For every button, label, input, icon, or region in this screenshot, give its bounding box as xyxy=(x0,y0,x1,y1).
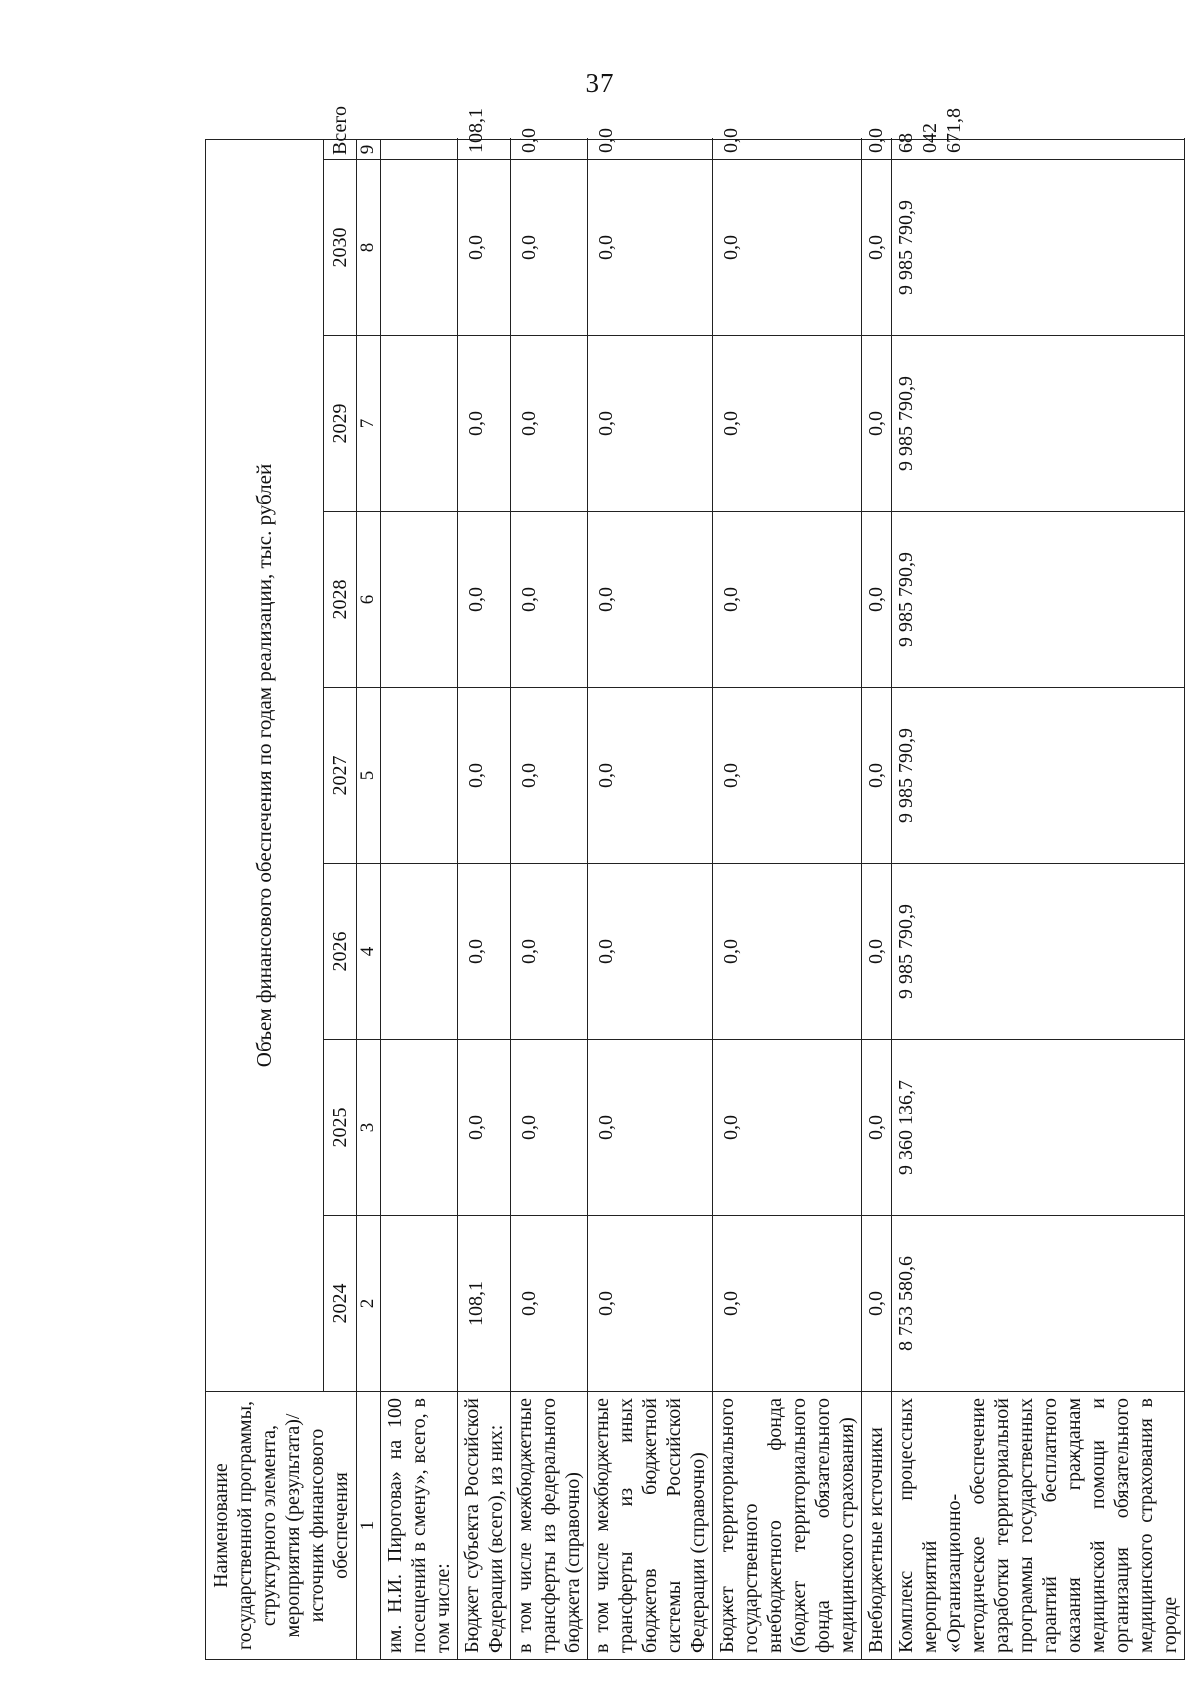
value-cell: 0,0 xyxy=(588,688,713,864)
value-cell: 9 985 790,9 xyxy=(892,864,1185,1040)
value-cell: 0,0 xyxy=(511,1040,588,1216)
value-cell: 0,0 xyxy=(458,336,511,512)
value-cell: 0,0 xyxy=(862,336,892,512)
page-number: 37 xyxy=(585,68,615,98)
value-cell: 0,0 xyxy=(713,336,862,512)
value-cell: 0,0 xyxy=(511,1216,588,1392)
value-cell: 108,1 xyxy=(458,139,511,159)
table-row xyxy=(381,139,458,1659)
value-cell: 0,0 xyxy=(458,688,511,864)
column-number: 5 xyxy=(357,688,381,864)
column-number: 8 xyxy=(357,160,381,336)
value-cell xyxy=(381,160,458,336)
value-cell: 9 985 790,9 xyxy=(892,336,1185,512)
value-cell: 0,0 xyxy=(511,864,588,1040)
financing-group-header: Объем финансового обеспечения по годам реализации, тыс. рублей xyxy=(206,139,324,1391)
value-cell xyxy=(381,1040,458,1216)
value-cell xyxy=(381,512,458,688)
column-number: 3 xyxy=(357,1040,381,1216)
year-header: 2028 xyxy=(323,512,356,688)
value-cell: 0,0 xyxy=(588,139,713,159)
value-cell: 0,0 xyxy=(588,864,713,1040)
value-cell xyxy=(381,688,458,864)
value-cell xyxy=(381,1216,458,1392)
column-number: 4 xyxy=(357,864,381,1040)
year-header: 2025 xyxy=(323,1040,356,1216)
value-cell: 9 360 136,7 xyxy=(892,1040,1185,1216)
value-cell: 0,0 xyxy=(511,336,588,512)
row-label: Бюджет территориального государственного внебюджетного фонда (бюджет территориального фонда обязательного медицинского страхования) xyxy=(713,1392,862,1660)
column-number: 6 xyxy=(357,512,381,688)
value-cell: 0,0 xyxy=(588,160,713,336)
row-label: Бюджет субъекта Российской Федерации (всего), из них: xyxy=(458,1392,511,1660)
row-label: им. Н.И. Пирогова» на 100 посещений в смену», всего, в том числе: xyxy=(381,1392,458,1660)
column-number: 1 xyxy=(357,1392,381,1660)
value-cell: 0,0 xyxy=(713,139,862,159)
year-header: 2030 xyxy=(323,160,356,336)
value-cell: 0,0 xyxy=(713,1040,862,1216)
value-cell xyxy=(381,139,458,159)
value-cell: 0,0 xyxy=(511,512,588,688)
table-row xyxy=(713,139,862,1659)
value-cell: 0,0 xyxy=(588,1040,713,1216)
column-number: 7 xyxy=(357,336,381,512)
value-cell: 0,0 xyxy=(511,688,588,864)
value-cell: 0,0 xyxy=(862,139,892,159)
column-number: 9 xyxy=(357,139,381,159)
value-cell: 0,0 xyxy=(458,864,511,1040)
value-cell xyxy=(381,864,458,1040)
value-cell: 0,0 xyxy=(458,160,511,336)
value-cell: 0,0 xyxy=(458,512,511,688)
table-row xyxy=(458,139,511,1659)
row-label: Комплекс процессных мероприятий «Организационно-методическое обеспечение разработки территориальной программы государственных гарантий бесплатного оказания гражданам медицинской помощи и организация обязательного медицинского страхования в городе xyxy=(892,1392,1185,1660)
value-cell: 0,0 xyxy=(713,1216,862,1392)
value-cell: 9 985 790,9 xyxy=(892,688,1185,864)
value-cell: 0,0 xyxy=(862,512,892,688)
table-row xyxy=(588,139,713,1659)
year-header: 2024 xyxy=(323,1216,356,1392)
year-header: 2029 xyxy=(323,336,356,512)
year-header: 2026 xyxy=(323,864,356,1040)
value-cell xyxy=(381,336,458,512)
value-cell: 0,0 xyxy=(862,688,892,864)
total-header: Всего xyxy=(323,139,356,159)
value-cell: 0,0 xyxy=(458,1040,511,1216)
financing-table xyxy=(205,105,1185,1660)
value-cell: 0,0 xyxy=(862,864,892,1040)
value-cell: 108,1 xyxy=(458,1216,511,1392)
table-row xyxy=(862,139,892,1659)
value-cell: 9 985 790,9 xyxy=(892,160,1185,336)
column-number: 2 xyxy=(357,1216,381,1392)
column-name-header: Наименование государственной программы, структурного элемента, мероприятия (результата)/источник финансового обеспечения xyxy=(206,1392,357,1660)
value-cell: 0,0 xyxy=(588,512,713,688)
value-cell: 0,0 xyxy=(588,336,713,512)
value-cell: 0,0 xyxy=(713,864,862,1040)
value-cell: 0,0 xyxy=(713,512,862,688)
value-cell: 0,0 xyxy=(862,1040,892,1216)
table-row xyxy=(892,139,1185,1659)
row-label: в том числе межбюджетные трансферты из федерального бюджета (справочно) xyxy=(511,1392,588,1660)
row-label: в том числе межбюджетные трансферты из иных бюджетов бюджетной системы Российской Федерации (справочно) xyxy=(588,1392,713,1660)
value-cell: 0,0 xyxy=(588,1216,713,1392)
year-header: 2027 xyxy=(323,688,356,864)
value-cell: 9 985 790,9 xyxy=(892,512,1185,688)
value-cell: 0,0 xyxy=(511,139,588,159)
value-cell: 0,0 xyxy=(713,160,862,336)
value-cell: 0,0 xyxy=(713,688,862,864)
value-cell: 68 042 671,8 xyxy=(892,139,1185,159)
value-cell: 8 753 580,6 xyxy=(892,1216,1185,1392)
rotated-table-container xyxy=(205,105,1181,1660)
row-label: Внебюджетные источники xyxy=(862,1392,892,1660)
value-cell: 0,0 xyxy=(862,1216,892,1392)
value-cell: 0,0 xyxy=(511,160,588,336)
table-row xyxy=(511,139,588,1659)
value-cell: 0,0 xyxy=(862,160,892,336)
